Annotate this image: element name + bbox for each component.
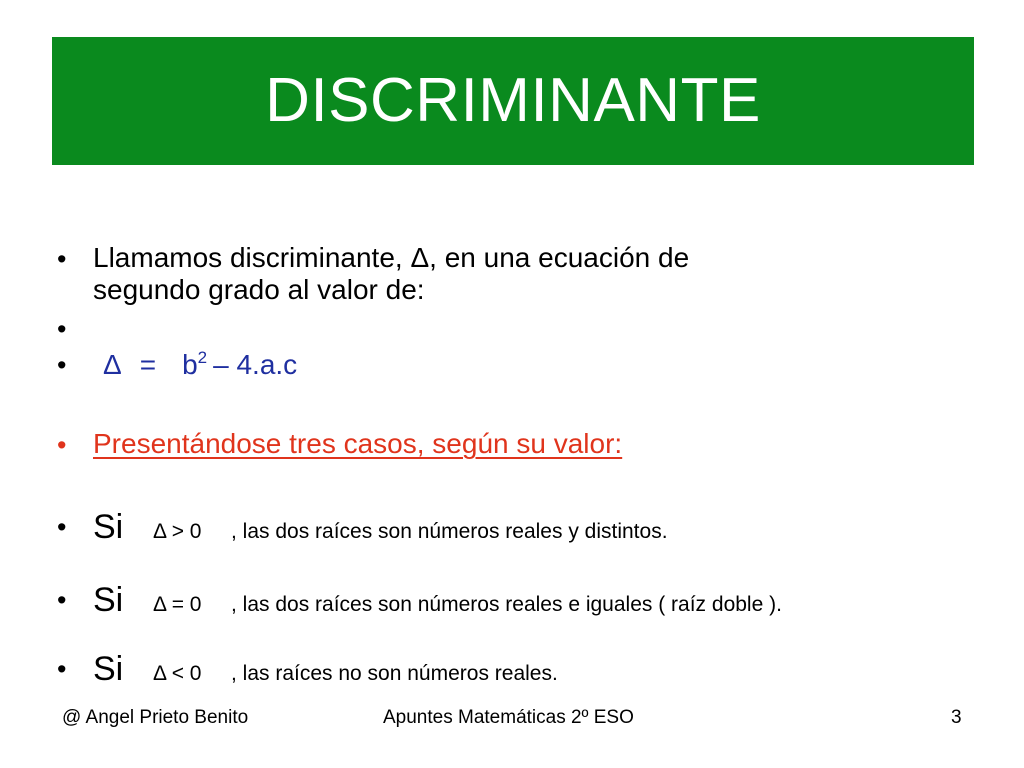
case-positive: [93, 508, 668, 547]
intro-line-2: segundo grado al valor de:: [93, 274, 425, 306]
case-zero: [93, 581, 782, 620]
bullet-dot: •: [57, 512, 67, 542]
case-text: , las raíces no son números reales.: [231, 662, 558, 685]
case-condition: Δ < 0: [153, 662, 202, 685]
bullet-dot: •: [57, 350, 67, 380]
formula: [93, 349, 297, 381]
case-si: Si: [93, 581, 124, 619]
formula-delta: Δ: [103, 349, 122, 380]
formula-equals: =: [139, 349, 157, 380]
intro-line-1: Llamamos discriminante, Δ, en una ecuación de: [93, 242, 690, 273]
formula-exponent: 2: [197, 348, 208, 367]
case-si: Si: [93, 650, 124, 688]
title-banner: [52, 37, 974, 165]
case-text: , las dos raíces son números reales e iguales ( raíz doble ).: [231, 593, 782, 616]
case-condition: Δ > 0: [153, 520, 202, 543]
footer-course: Apuntes Matemáticas 2º ESO: [383, 707, 634, 728]
formula-rest: – 4.a.c: [213, 349, 298, 380]
bullet-dot-empty: •: [57, 314, 67, 344]
case-condition: Δ = 0: [153, 593, 202, 616]
intro-text: [93, 242, 689, 306]
formula-b: b: [182, 349, 198, 380]
cases-intro: Presentándose tres casos, según su valor:: [93, 428, 623, 459]
bullet-dot: •: [57, 585, 67, 615]
footer-page-number: 3: [951, 707, 962, 728]
bullet-dot: •: [57, 244, 67, 274]
slide-title: DISCRIMINANTE: [265, 66, 761, 135]
case-text: , las dos raíces son números reales y distintos.: [231, 520, 668, 543]
bullet-dot: •: [57, 430, 67, 460]
case-negative: [93, 650, 558, 689]
footer-author: @ Angel Prieto Benito: [62, 707, 249, 728]
bullet-dot: •: [57, 654, 67, 684]
case-si: Si: [93, 508, 124, 546]
